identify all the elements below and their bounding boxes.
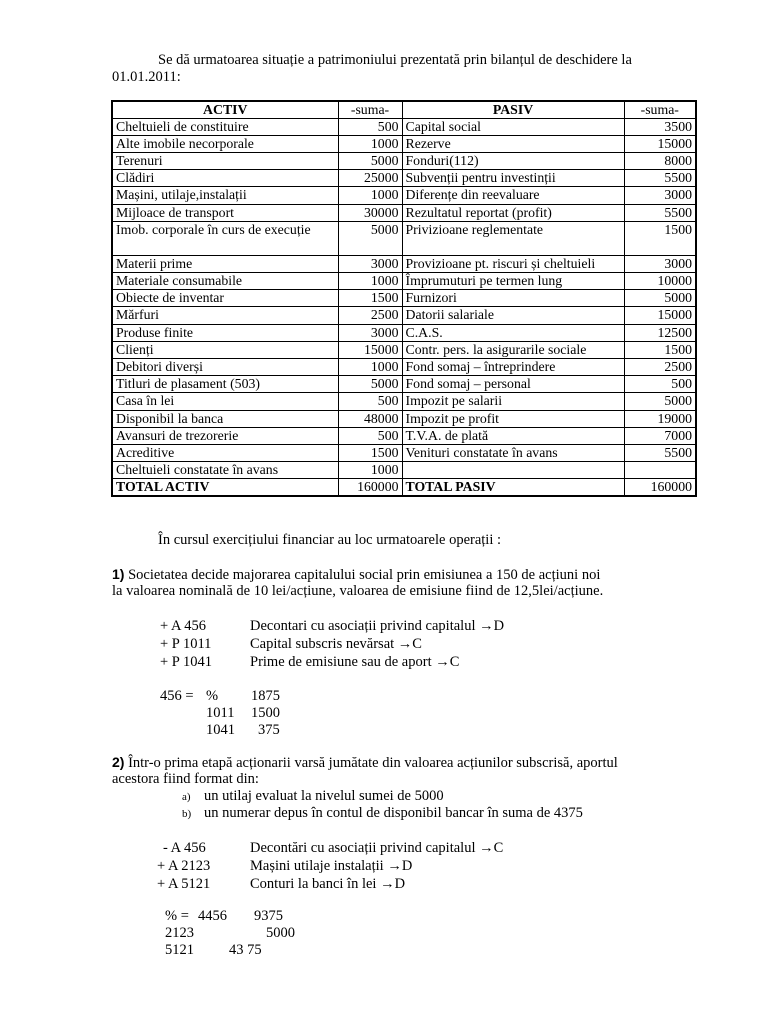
- pasiv-cell: T.V.A. de plată: [402, 427, 624, 444]
- op1-entry-account: 1011: [206, 705, 235, 721]
- activ-cell: Casa în lei: [112, 393, 338, 410]
- pasiv-amount: 5000: [624, 393, 696, 410]
- table-row: [112, 410, 696, 427]
- op2-account-code: - A 456: [163, 840, 206, 856]
- activ-cell: Titluri de plasament (503): [112, 376, 338, 393]
- op1-account-code: + P 1041: [160, 654, 212, 670]
- table-row: [112, 273, 696, 290]
- op2-account-code: + A 2123: [157, 858, 211, 874]
- activ-amount: 15000: [338, 341, 402, 358]
- activ-cell: Materii prime: [112, 255, 338, 272]
- pasiv-amount: 5500: [624, 444, 696, 461]
- activ-amount: 3000: [338, 324, 402, 341]
- activ-amount: 5000: [338, 221, 402, 255]
- op1-entry-amount: 1500: [251, 705, 280, 721]
- total-pasiv-amount: 160000: [624, 479, 696, 496]
- table-row: [112, 135, 696, 152]
- op1-account-desc: Decontari cu asociații privind capitalul →D: [250, 618, 505, 634]
- table-row: [112, 307, 696, 324]
- pasiv-cell: Venituri constatate în avans: [402, 444, 624, 461]
- pasiv-amount: 5500: [624, 204, 696, 221]
- activ-amount: 3000: [338, 255, 402, 272]
- activ-cell: Terenuri: [112, 153, 338, 170]
- activ-amount: 1000: [338, 358, 402, 375]
- table-row: [112, 462, 696, 479]
- op2-entry-amount: 5000: [266, 925, 295, 941]
- table-row: [112, 290, 696, 307]
- activ-cell: Clienți: [112, 341, 338, 358]
- pasiv-amount: 15000: [624, 307, 696, 324]
- intro-paragraph: [112, 52, 672, 86]
- table-row: [112, 324, 696, 341]
- table-row: [112, 255, 696, 272]
- activ-amount: 1500: [338, 444, 402, 461]
- op1-entry-percent: %: [206, 688, 219, 704]
- activ-amount: 1000: [338, 273, 402, 290]
- total-row: [112, 479, 696, 496]
- op2-entry-amount: 9375: [254, 908, 283, 924]
- op2-account-desc: Mașini utilaje instalații →D: [250, 858, 413, 874]
- table-row: [112, 153, 696, 170]
- pasiv-cell: Impozit pe salarii: [402, 393, 624, 410]
- pasiv-amount: 5500: [624, 170, 696, 187]
- activ-amount: 1000: [338, 135, 402, 152]
- activ-amount: 2500: [338, 307, 402, 324]
- pasiv-amount: 8000: [624, 153, 696, 170]
- op2-text-1: Într-o prima etapă acționarii varsă jumătate din valoarea acțiunilor subscrisă, aportul: [128, 755, 618, 771]
- table-row: [112, 221, 696, 255]
- activ-amount: 1500: [338, 290, 402, 307]
- pasiv-cell: Rezultatul reportat (profit): [402, 204, 624, 221]
- pasiv-cell: Capital social: [402, 118, 624, 135]
- op2-item-text: un utilaj evaluat la nivelul sumei de 5000: [204, 788, 444, 804]
- pasiv-amount: 3000: [624, 187, 696, 204]
- activ-cell: Mijloace de transport: [112, 204, 338, 221]
- activ-cell: Obiecte de inventar: [112, 290, 338, 307]
- table-row: [112, 393, 696, 410]
- activ-amount: 500: [338, 427, 402, 444]
- pasiv-cell: Privizioane reglementate: [402, 221, 624, 255]
- activ-amount: 25000: [338, 170, 402, 187]
- op1-account-code: + P 1011: [160, 636, 212, 652]
- op2-item-marker: a): [182, 791, 191, 803]
- pasiv-amount: 15000: [624, 135, 696, 152]
- op1-account-desc: Prime de emisiune sau de aport →C: [250, 654, 460, 670]
- activ-cell: Materiale consumabile: [112, 273, 338, 290]
- pasiv-cell: Provizioane pt. riscuri și cheltuieli: [402, 255, 624, 272]
- activ-amount: 500: [338, 393, 402, 410]
- total-pasiv-label: TOTAL PASIV: [402, 479, 624, 496]
- intro-line-1: Se dă urmatoarea situație a patrimoniului prezentată prin bilanțul de deschidere la: [158, 52, 632, 68]
- pasiv-cell: C.A.S.: [402, 324, 624, 341]
- pasiv-amount: 19000: [624, 410, 696, 427]
- pasiv-amount: 5000: [624, 290, 696, 307]
- pasiv-amount: 3000: [624, 255, 696, 272]
- header-suma-right: -suma-: [624, 101, 696, 118]
- activ-cell: Cheltuieli constatate în avans: [112, 462, 338, 479]
- activ-amount: 30000: [338, 204, 402, 221]
- activ-cell: Acreditive: [112, 444, 338, 461]
- op1-line-1: [112, 566, 600, 584]
- op1-entry-amount: 1875: [251, 688, 280, 704]
- activ-cell: Disponibil la banca: [112, 410, 338, 427]
- op2-list-item: [182, 805, 583, 823]
- pasiv-amount: 10000: [624, 273, 696, 290]
- intro-line-2: 01.01.2011:: [112, 69, 181, 85]
- table-row: [112, 204, 696, 221]
- op1-number: 1): [112, 566, 125, 582]
- activ-cell: Alte imobile necorporale: [112, 135, 338, 152]
- activ-cell: Debitori diverși: [112, 358, 338, 375]
- total-activ-label: TOTAL ACTIV: [112, 479, 338, 496]
- activ-cell: Clădiri: [112, 170, 338, 187]
- op2-account-desc: Conturi la banci în lei →D: [250, 876, 406, 892]
- op1-text-1: Societatea decide majorarea capitalului social prin emisiunea a 150 de acțiuni noi: [128, 567, 601, 583]
- pasiv-cell: Diferențe din reevaluare: [402, 187, 624, 204]
- op2-entry-credit: 4456: [198, 908, 227, 924]
- pasiv-amount: 1500: [624, 221, 696, 255]
- op2-account-desc: Decontări cu asociații privind capitalul →C: [250, 840, 504, 856]
- op2-account-code: + A 5121: [157, 876, 211, 892]
- pasiv-amount: 3500: [624, 118, 696, 135]
- pasiv-cell: Furnizori: [402, 290, 624, 307]
- op1-account-desc: Capital subscris nevărsat →C: [250, 636, 422, 652]
- pasiv-cell: Impozit pe profit: [402, 410, 624, 427]
- op2-entry-debit: % =: [165, 908, 189, 924]
- op1-entry-debit: 456 =: [160, 688, 194, 704]
- pasiv-cell: Împrumuturi pe termen lung: [402, 273, 624, 290]
- op1-entry-account: 1041: [206, 722, 235, 738]
- op1-entry-amount: 375: [258, 722, 280, 738]
- op2-list-item: [182, 788, 444, 806]
- table-row: [112, 187, 696, 204]
- pasiv-amount: 500: [624, 376, 696, 393]
- pasiv-amount: 2500: [624, 358, 696, 375]
- total-activ-amount: 160000: [338, 479, 402, 496]
- header-pasiv: PASIV: [402, 101, 624, 118]
- op2-line-1: [112, 754, 618, 772]
- activ-cell: Mărfuri: [112, 307, 338, 324]
- pasiv-cell: Subvenții pentru investinții: [402, 170, 624, 187]
- pasiv-cell: Fond somaj – personal: [402, 376, 624, 393]
- pasiv-cell: [402, 462, 624, 479]
- table-row: [112, 376, 696, 393]
- table-row: [112, 341, 696, 358]
- op2-item-marker: b): [182, 808, 192, 820]
- activ-cell: Imob. corporale în curs de execuție: [112, 221, 338, 255]
- table-row: [112, 170, 696, 187]
- activ-amount: 1000: [338, 462, 402, 479]
- op2-entry-account: 5121: [165, 942, 194, 958]
- pasiv-cell: Rezerve: [402, 135, 624, 152]
- pasiv-cell: Contr. pers. la asigurarile sociale: [402, 341, 624, 358]
- activ-cell: Mașini, utilaje,instalații: [112, 187, 338, 204]
- balance-sheet-table: [111, 100, 697, 497]
- table-header-row: [112, 101, 696, 118]
- op1-text-2: la valoarea nominală de 10 lei/acțiune, valoarea de emisiune fiind de 12,5lei/acțiune.: [112, 583, 604, 599]
- activ-cell: Produse finite: [112, 324, 338, 341]
- op2-item-text: un numerar depus în contul de disponibil bancar în suma de 4375: [204, 805, 583, 821]
- table-row: [112, 444, 696, 461]
- op2-text-2: acestora fiind format din:: [112, 771, 259, 787]
- op2-entry-account: 2123: [165, 925, 194, 941]
- activ-amount: 5000: [338, 153, 402, 170]
- pasiv-amount: 7000: [624, 427, 696, 444]
- activ-cell: Cheltuieli de constituire: [112, 118, 338, 135]
- table-row: [112, 358, 696, 375]
- operations-intro: În cursul exercițiului financiar au loc urmatoarele operații :: [158, 532, 502, 548]
- pasiv-cell: Fond somaj – întreprindere: [402, 358, 624, 375]
- activ-amount: 48000: [338, 410, 402, 427]
- op2-number: 2): [112, 754, 125, 770]
- pasiv-amount: 1500: [624, 341, 696, 358]
- header-activ: ACTIV: [112, 101, 338, 118]
- activ-amount: 500: [338, 118, 402, 135]
- pasiv-cell: Fonduri(112): [402, 153, 624, 170]
- op2-entry-amount: 43 75: [229, 942, 262, 958]
- pasiv-amount: [624, 462, 696, 479]
- table-row: [112, 427, 696, 444]
- activ-amount: 5000: [338, 376, 402, 393]
- table-row: [112, 118, 696, 135]
- op1-account-code: + A 456: [160, 618, 207, 634]
- pasiv-cell: Datorii salariale: [402, 307, 624, 324]
- activ-amount: 1000: [338, 187, 402, 204]
- activ-cell: Avansuri de trezorerie: [112, 427, 338, 444]
- pasiv-amount: 12500: [624, 324, 696, 341]
- header-suma-left: -suma-: [338, 101, 402, 118]
